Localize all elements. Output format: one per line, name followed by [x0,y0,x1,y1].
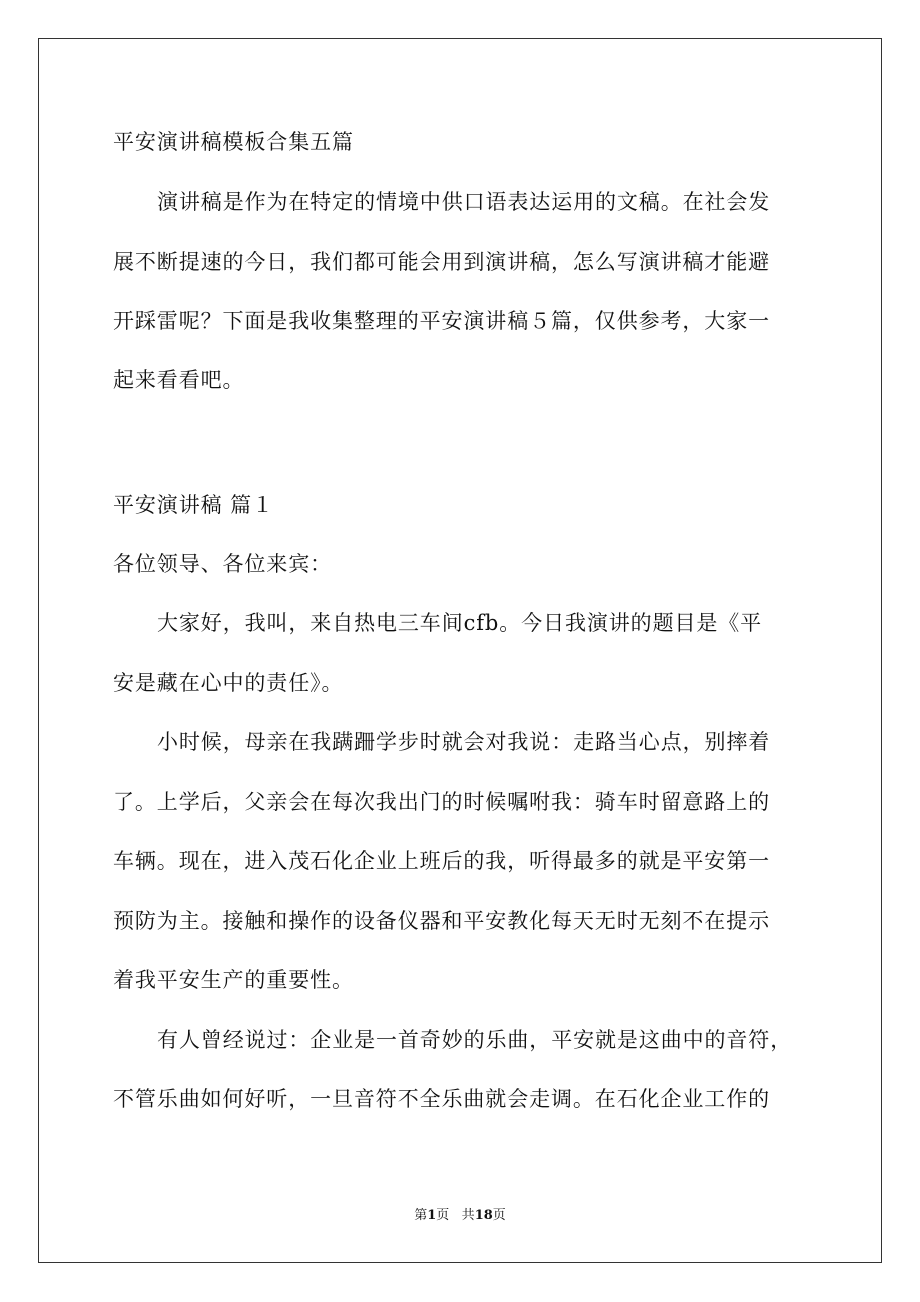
page-footer [0,1207,920,1225]
salutation: 各位领导、各位来宾： [113,552,332,576]
para2-line-3: 车辆。现在，进入茂石化企业上班后的我，听得最多的就是平安第一 [113,849,770,873]
page-prefix: 第 [414,1208,428,1223]
para1-line-2: 安是藏在心中的责任》。 [113,671,344,695]
page-suffix: 页 [436,1208,450,1223]
total-prefix: 共 [461,1208,475,1223]
para1-line-1: 大家好，我叫，来自热电三车间cfb。今日我演讲的题目是《平 [157,611,763,635]
para2-line-5: 着我平安生产的重要性。 [113,968,354,992]
para2-line-4: 预防为主。接触和操作的设备仪器和平安教化每天无时无刻不在提示 [113,909,770,933]
para3-line-2: 不管乐曲如何好听，一旦音符不全乐曲就会走调。在石化企业工作的 [113,1087,770,1111]
page-border [38,38,882,1263]
intro-line-1: 演讲稿是作为在特定的情境中供口语表达运用的文稿。在社会发 [157,190,771,214]
intro-line-3: 开踩雷呢？下面是我收集整理的平安演讲稿５篇，仅供参考，大家一 [113,309,770,333]
total-pages: 18 [474,1208,493,1223]
para3-line-1: 有人曾经说过：企业是一首奇妙的乐曲，平安就是这曲中的音符， [157,1028,793,1052]
section-heading: 平安演讲稿 篇１ [113,493,274,517]
total-suffix: 页 [492,1208,506,1223]
intro-line-2: 展不断提速的今日，我们都可能会用到演讲稿，怎么写演讲稿才能避 [113,250,770,274]
document-title: 平安演讲稿模板合集五篇 [113,130,354,154]
para2-line-2: 了。上学后，父亲会在每次我出门的时候嘱咐我：骑车时留意路上的 [113,790,770,814]
intro-line-4: 起来看看吧。 [113,368,245,392]
page-number: 1 [427,1208,437,1223]
para2-line-1: 小时候，母亲在我蹒跚学步时就会对我说：走路当心点，别摔着 [157,730,771,754]
